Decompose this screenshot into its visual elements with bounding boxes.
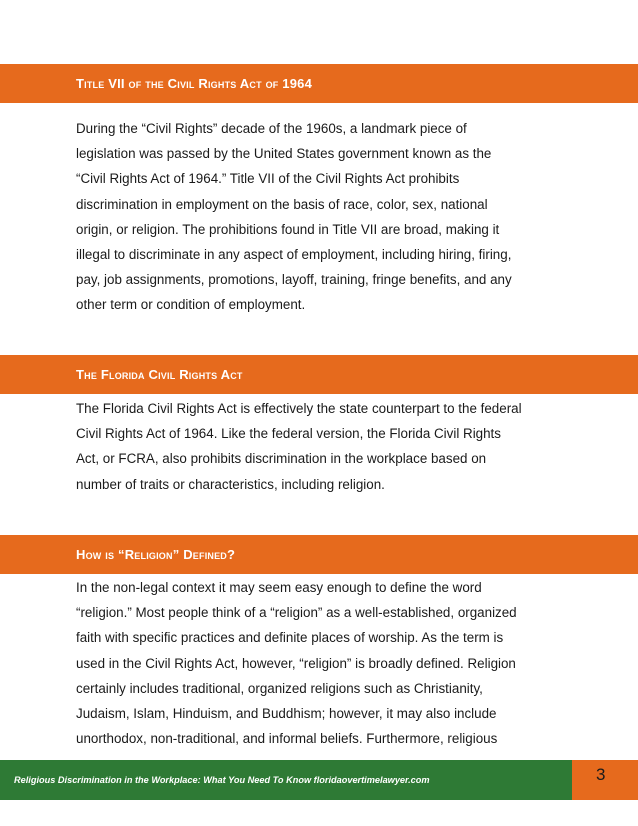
body-line: discrimination in employment on the basis of race, color, sex, national bbox=[76, 196, 488, 212]
section-1-header-bar bbox=[0, 64, 638, 103]
body-line: The Florida Civil Rights Act is effectively the state counterpart to the federal bbox=[76, 401, 522, 416]
body-line: unorthodox, non-traditional, and informal beliefs. Furthermore, religious bbox=[76, 731, 498, 747]
section-1-heading: Title VII of the Civil Rights Act of 1964 bbox=[76, 76, 313, 91]
section-3-body bbox=[76, 575, 576, 751]
body-line: Act, or FCRA, also prohibits discrimination in the workplace based on bbox=[76, 451, 487, 467]
section-2-body bbox=[76, 396, 576, 497]
page-footer bbox=[0, 760, 638, 800]
body-line: pay, job assignments, promotions, layoff, training, fringe benefits, and any bbox=[76, 272, 512, 288]
section-2-heading: The Florida Civil Rights Act bbox=[76, 367, 243, 382]
body-line: number of traits or characteristics, including religion. bbox=[76, 476, 385, 492]
body-line: certainly includes traditional, organized religions such as Christianity, bbox=[76, 680, 483, 696]
body-line: Civil Rights Act of 1964. Like the federal version, the Florida Civil Rights bbox=[76, 426, 501, 442]
section-3-header-bar bbox=[0, 535, 638, 574]
body-line: illegal to discriminate in any aspect of employment, including hiring, firing, bbox=[76, 247, 512, 263]
body-line: Judaism, Islam, Hinduism, and Buddhism; however, it may also include bbox=[76, 706, 497, 722]
body-line: During the “Civil Rights” decade of the 1960s, a landmark piece of bbox=[76, 121, 467, 136]
body-line: “religion.” Most people think of a “religion” as a well-established, organized bbox=[76, 605, 517, 621]
body-line: faith with specific practices and definite places of worship. As the term is bbox=[76, 630, 504, 646]
section-2-header-bar bbox=[0, 355, 638, 394]
page-number: 3 bbox=[596, 765, 606, 784]
body-line: legislation was passed by the United States government known as the bbox=[76, 146, 492, 162]
body-line: In the non-legal context it may seem easy enough to define the word bbox=[76, 580, 482, 595]
section-1-body bbox=[76, 116, 576, 318]
body-line: origin, or religion. The prohibitions found in Title VII are broad, making it bbox=[76, 221, 500, 237]
body-line: “Civil Rights Act of 1964.” Title VII of the Civil Rights Act prohibits bbox=[76, 171, 460, 187]
footer-green-band bbox=[0, 760, 572, 800]
body-line: other term or condition of employment. bbox=[76, 297, 306, 313]
body-line: used in the Civil Rights Act, however, “religion” is broadly defined. Religion bbox=[76, 655, 516, 671]
footer-text: Religious Discrimination in the Workplace: What You Need To Know floridaovertimelawyer.com bbox=[14, 775, 430, 785]
section-3-heading: How is “Religion” Defined? bbox=[76, 547, 236, 562]
